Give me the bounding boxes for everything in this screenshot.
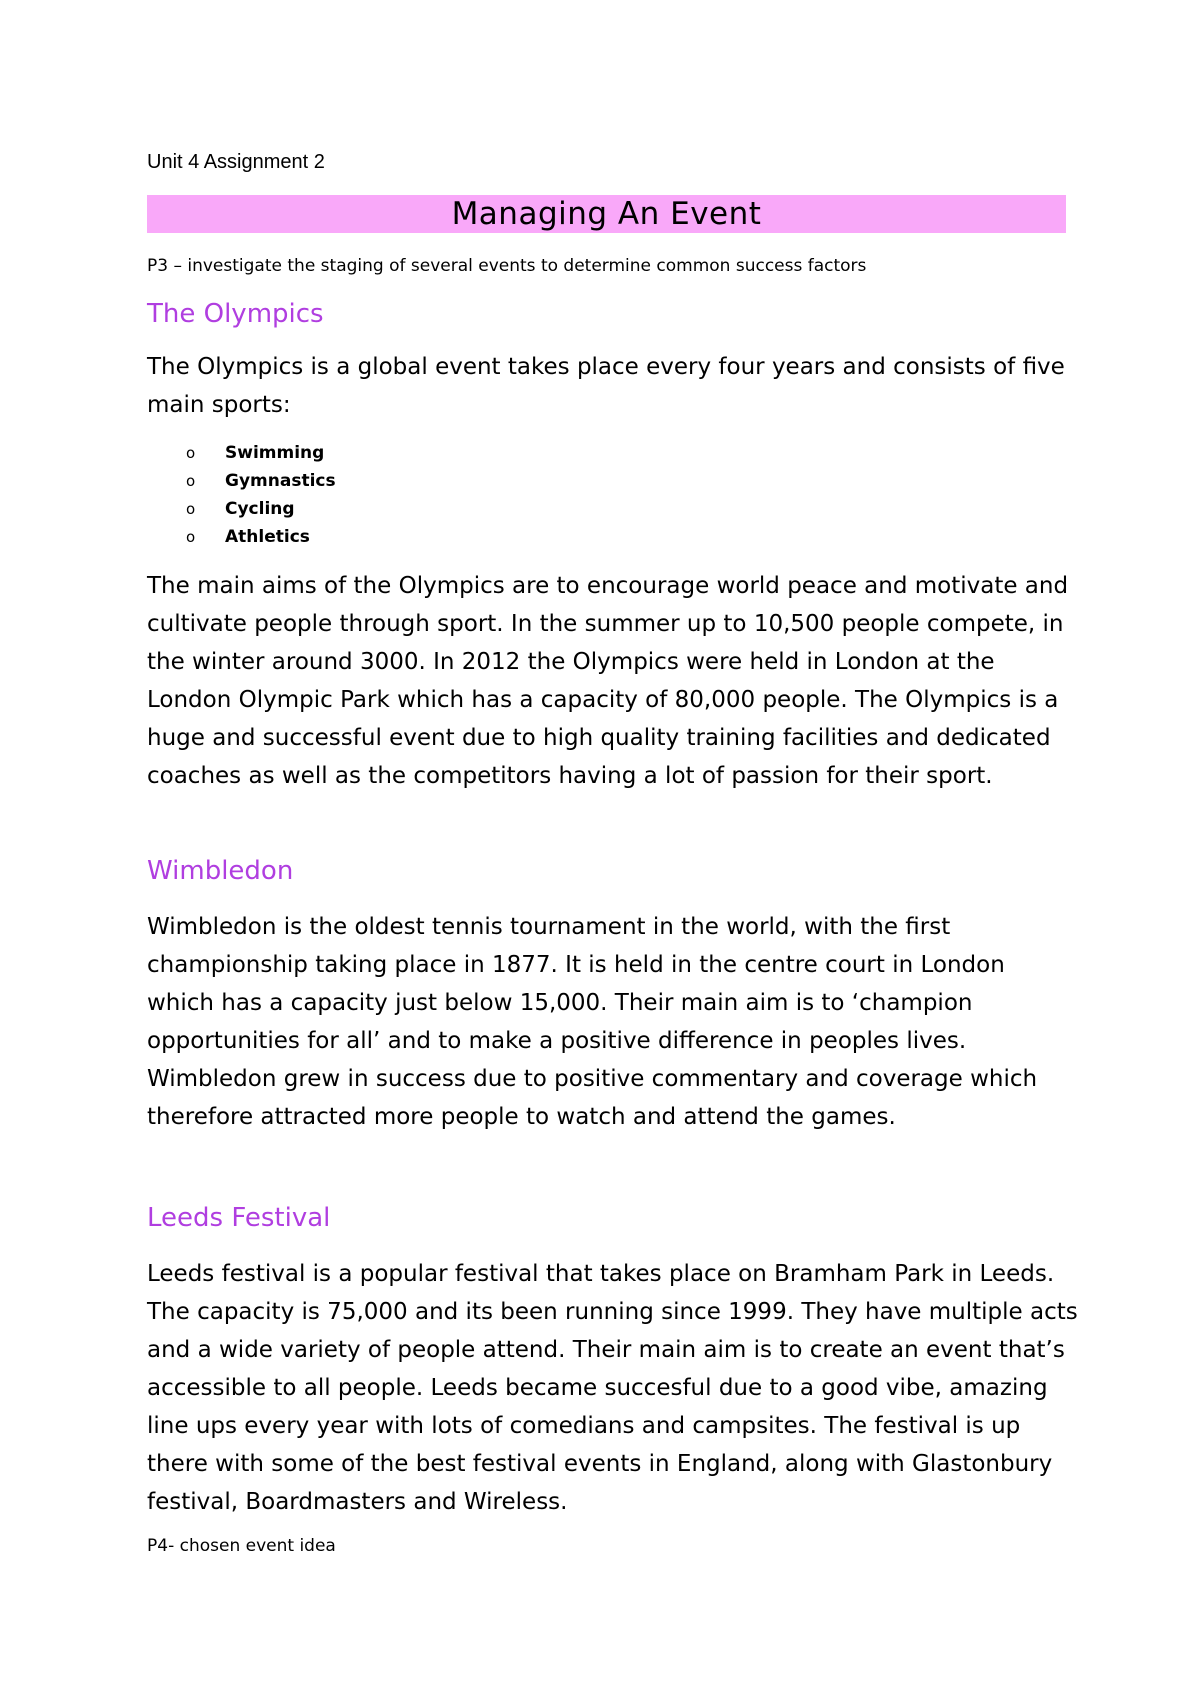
wimbledon-body-line: championship taking place in 1877. It is held in the centre court in London <box>147 952 1005 978</box>
leeds-body-line: Leeds festival is a popular festival that takes place on Bramham Park in Leeds. <box>147 1261 1055 1287</box>
section-heading-wimbledon: Wimbledon <box>147 856 294 886</box>
bullet-icon: o <box>186 444 196 462</box>
leeds-body-line: festival, Boardmasters and Wireless. <box>147 1489 568 1515</box>
leeds-body <box>147 1255 1077 1521</box>
list-item-label: Swimming <box>225 443 325 463</box>
olympics-body-line: The main aims of the Olympics are to encourage world peace and motivate and <box>147 573 1069 599</box>
olympics-body-line: London Olympic Park which has a capacity of 80,000 people. The Olympics is a <box>147 687 1059 713</box>
leeds-body-line: The capacity is 75,000 and its been running since 1999. They have multiple acts <box>147 1299 1078 1325</box>
section-heading-leeds: Leeds Festival <box>147 1203 331 1233</box>
wimbledon-body <box>147 908 1077 1136</box>
wimbledon-body-line: Wimbledon grew in success due to positive commentary and coverage which <box>147 1066 1038 1092</box>
wimbledon-body-line: which has a capacity just below 15,000. Their main aim is to ‘champion <box>147 990 973 1016</box>
olympics-body-line: cultivate people through sport. In the summer up to 10,500 people compete, in <box>147 611 1064 637</box>
olympics-body-line: coaches as well as the competitors having a lot of passion for their sport. <box>147 763 993 789</box>
olympics-intro-line: main sports: <box>147 392 291 418</box>
bullet-icon: o <box>186 500 196 518</box>
olympics-intro <box>147 348 1077 424</box>
unit-line: Unit 4 Assignment 2 <box>147 151 325 173</box>
leeds-body-line: accessible to all people. Leeds became succesful due to a good vibe, amazing <box>147 1375 1048 1401</box>
list-item-label: Gymnastics <box>225 471 336 491</box>
bullet-icon: o <box>186 528 196 546</box>
wimbledon-body-line: therefore attracted more people to watch and attend the games. <box>147 1104 896 1130</box>
leeds-body-line: and a wide variety of people attend. Their main aim is to create an event that’s <box>147 1337 1065 1363</box>
olympics-body-line: the winter around 3000. In 2012 the Olympics were held in London at the <box>147 649 995 675</box>
title-bar <box>147 195 1066 233</box>
olympics-body <box>147 567 1077 795</box>
p3-criterion: P3 – investigate the staging of several events to determine common success factors <box>147 256 867 276</box>
p4-criterion: P4- chosen event idea <box>147 1536 336 1556</box>
document-title: Managing An Event <box>451 196 762 232</box>
list-item-label: Cycling <box>225 499 295 519</box>
olympics-intro-line: The Olympics is a global event takes place every four years and consists of five <box>147 354 1065 380</box>
leeds-body-line: line ups every year with lots of comedians and campsites. The festival is up <box>147 1413 1021 1439</box>
bullet-icon: o <box>186 472 196 490</box>
leeds-body-line: there with some of the best festival events in England, along with Glastonbury <box>147 1451 1053 1477</box>
wimbledon-body-line: opportunities for all’ and to make a positive difference in peoples lives. <box>147 1028 967 1054</box>
list-item-label: Athletics <box>225 527 310 547</box>
wimbledon-body-line: Wimbledon is the oldest tennis tournament in the world, with the first <box>147 914 951 940</box>
section-heading-olympics: The Olympics <box>147 299 324 329</box>
olympics-body-line: huge and successful event due to high quality training facilities and dedicated <box>147 725 1051 751</box>
